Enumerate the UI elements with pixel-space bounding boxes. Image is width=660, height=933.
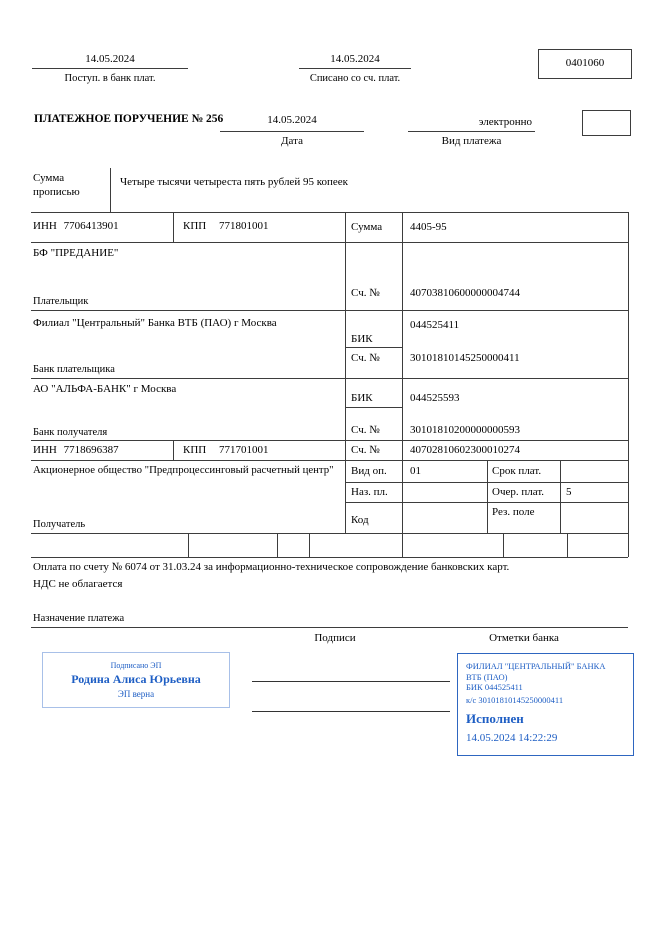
payee-kpp-label: КПП bbox=[183, 444, 207, 456]
document-date-line bbox=[220, 131, 364, 132]
thin-row-divider bbox=[309, 533, 310, 557]
row-border bbox=[31, 310, 628, 311]
payee-inn bbox=[33, 444, 119, 457]
payee-inn-label: ИНН bbox=[33, 444, 57, 456]
priority-label: Очер. плат. bbox=[492, 486, 545, 498]
due-date-label: Срок плат. bbox=[492, 465, 542, 477]
inn-kpp-divider bbox=[173, 212, 174, 242]
payee-bank-name: АО "АЛЬФА-БАНК" г Москва bbox=[33, 383, 177, 395]
stamp-bik: БИК 044525411 bbox=[466, 682, 523, 692]
payment-type-line bbox=[408, 131, 535, 132]
code-label: Код bbox=[351, 514, 369, 526]
row-border bbox=[31, 242, 628, 243]
signature-line-first bbox=[252, 681, 450, 682]
label-column-left-border bbox=[345, 212, 346, 533]
debited-date-label: Списано со сч. плат. bbox=[309, 73, 401, 84]
stamp-bank-line1: ФИЛИАЛ "ЦЕНТРАЛЬНЫЙ" БАНКА bbox=[466, 661, 606, 671]
table-right-border bbox=[628, 212, 629, 557]
payee-inn-value: 7718696387 bbox=[63, 444, 119, 456]
op-type-label: Вид оп. bbox=[351, 465, 387, 477]
electronic-signature-box bbox=[42, 652, 230, 708]
payer-inn bbox=[33, 220, 119, 233]
document-date-label: Дата bbox=[281, 135, 303, 147]
priority-value: 5 bbox=[566, 486, 572, 498]
reserve-field-label: Рез. поле bbox=[492, 506, 535, 518]
stamp-datetime: 14.05.2024 14:22:29 bbox=[466, 732, 558, 744]
payee-caption: Получатель bbox=[33, 519, 86, 530]
payee-name: Акционерное общество "Предпроцессинговый расчетный центр" bbox=[33, 464, 334, 476]
payee-bank-bik-value: 044525593 bbox=[410, 392, 460, 404]
received-date-line bbox=[32, 68, 188, 69]
payer-kpp-label: КПП bbox=[183, 220, 207, 232]
signature-name: Родина Алиса Юрьевна bbox=[71, 672, 201, 686]
amount-words-label: Сумма прописью bbox=[33, 172, 80, 198]
form-code: 0401060 bbox=[565, 57, 605, 69]
payer-account-value: 40703810600000004744 bbox=[410, 287, 520, 299]
purpose-code-label: Наз. пл. bbox=[351, 486, 388, 498]
debited-date-value: 14.05.2024 bbox=[330, 53, 380, 65]
row-border bbox=[31, 460, 628, 461]
inn-kpp-divider bbox=[173, 440, 174, 460]
subcol-divider bbox=[487, 460, 488, 533]
payee-bank-account-value: 30101810200000000593 bbox=[410, 424, 520, 436]
payer-inn-value: 7706413901 bbox=[63, 220, 119, 232]
bik-cell-border bbox=[345, 347, 402, 348]
thin-row-divider bbox=[567, 533, 568, 557]
row-border bbox=[31, 212, 628, 213]
payer-kpp bbox=[183, 220, 268, 233]
payee-kpp bbox=[183, 444, 268, 457]
subcol-divider bbox=[560, 460, 561, 533]
thin-row-divider bbox=[503, 533, 504, 557]
payee-account-label: Сч. № bbox=[351, 444, 380, 456]
payer-bank-account-label: Сч. № bbox=[351, 352, 380, 364]
payer-bank-account-value: 30101810145250000411 bbox=[410, 352, 520, 364]
purpose-line2: НДС не облагается bbox=[33, 578, 123, 590]
payer-account-label: Сч. № bbox=[351, 287, 380, 299]
amount-words-value: Четыре тысячи четыреста пять рублей 95 копеек bbox=[120, 176, 348, 188]
document-date-value: 14.05.2024 bbox=[267, 114, 317, 126]
signature-line-second bbox=[252, 711, 450, 712]
amount-value: 4405-95 bbox=[410, 221, 447, 233]
received-date-value: 14.05.2024 bbox=[85, 53, 135, 65]
stamp-corr-account: к/с 30101810145250000411 bbox=[466, 694, 564, 705]
bank-marks-heading: Отметки банка bbox=[489, 632, 559, 644]
debited-date-line bbox=[299, 68, 411, 69]
purpose-line1: Оплата по счету № 6074 от 31.03.24 за информационно-техническое сопровождение банковских карт. bbox=[33, 561, 510, 573]
payer-bank-caption: Банк плательщика bbox=[33, 364, 115, 375]
payment-type-label: Вид платежа bbox=[441, 135, 502, 147]
row-border bbox=[31, 557, 628, 558]
payer-bank-name: Филиал "Центральный" Банка ВТБ (ПАО) г Москва bbox=[33, 317, 277, 329]
value-column-left-border bbox=[402, 212, 403, 557]
form-code-box bbox=[538, 49, 632, 79]
stamp-status: Исполнен bbox=[466, 711, 524, 726]
payment-type-value: электронно bbox=[478, 116, 532, 128]
row-border bbox=[31, 440, 628, 441]
payee-bank-account-label: Сч. № bbox=[351, 424, 380, 436]
row-border bbox=[31, 378, 628, 379]
thin-row-divider bbox=[188, 533, 189, 557]
purpose-underline bbox=[31, 627, 628, 628]
stamp-bank-line2: ВТБ (ПАО) bbox=[466, 671, 508, 682]
purpose-caption: Назначение платежа bbox=[33, 613, 125, 624]
payee-bank-bik-label: БИК bbox=[351, 392, 373, 404]
payee-bank-caption: Банк получателя bbox=[33, 427, 108, 438]
signature-line1: Подписано ЭП bbox=[110, 661, 162, 670]
op-type-value: 01 bbox=[410, 465, 421, 477]
bik-cell-border bbox=[345, 407, 402, 408]
amount-words-divider bbox=[110, 168, 111, 212]
payer-kpp-value: 771801001 bbox=[218, 220, 269, 232]
payer-bank-bik-label: БИК bbox=[351, 333, 373, 345]
signature-line3: ЭП верна bbox=[117, 689, 155, 699]
signatures-heading: Подписи bbox=[314, 632, 356, 644]
payee-account-value: 40702810602300010274 bbox=[410, 444, 520, 456]
amount-label: Сумма bbox=[351, 221, 383, 233]
payer-bank-bik-value: 044525411 bbox=[410, 319, 460, 331]
payer-inn-label: ИНН bbox=[33, 220, 57, 232]
payee-kpp-value: 771701001 bbox=[218, 444, 269, 456]
payment-type-code-box bbox=[582, 110, 631, 136]
bank-stamp bbox=[457, 653, 634, 756]
thin-row-divider bbox=[277, 533, 278, 557]
document-title: ПЛАТЕЖНОЕ ПОРУЧЕНИЕ № 256 bbox=[34, 113, 224, 125]
payer-caption: Плательщик bbox=[33, 296, 89, 307]
payer-name: БФ "ПРЕДАНИЕ" bbox=[33, 247, 119, 259]
received-date-label: Поступ. в банк плат. bbox=[64, 73, 156, 84]
row-border bbox=[31, 533, 628, 534]
